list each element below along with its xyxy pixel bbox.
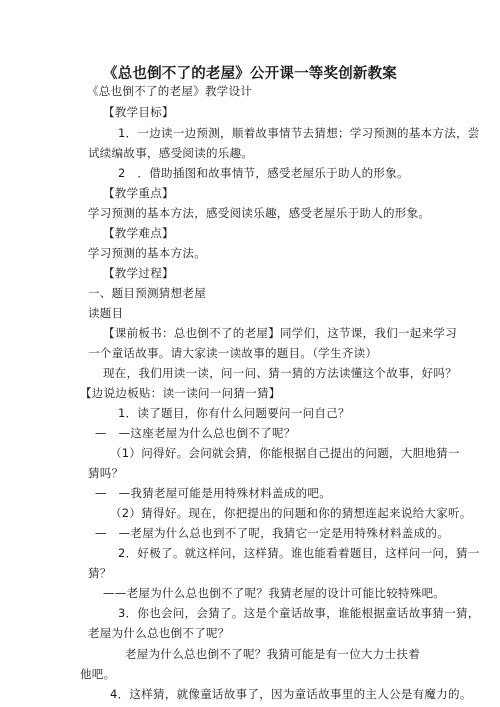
key-points-text: 学习预测的基本方法，感受阅读乐趣，感受老屋乐于助人的形象。 — [88, 206, 431, 220]
paragraph-line: 猜吗？ — [88, 466, 124, 480]
paragraph-line: 他吧。 — [80, 667, 116, 681]
process-part-1-heading: 一、题目预测猜想老屋 — [88, 286, 206, 300]
objective-1-line-1: 1．一边读一边预测，顺着故事情节去猜想；学习预测的基本方法，尝 — [118, 126, 480, 140]
document-title: 《总也倒不了的老屋》公开课一等奖创新教案 — [103, 66, 397, 82]
objective-2: 2 ．借助插图和故事情节，感受老屋乐于助人的形象。 — [118, 166, 409, 180]
board-note-line: 【边说边板贴：读一读问一问猜一猜】 — [80, 386, 281, 400]
paragraph-line: 一个童话故事。请大家读一读故事的题目。（学生齐读） — [88, 346, 378, 360]
paragraph-line: （2）猜得好。现在，你把提出的问题和你的猜想连起来说给大家听。 — [110, 506, 472, 520]
subtitle-line: 《总也倒不了的老屋》教学设计 — [87, 84, 253, 98]
read-title-label: 读题目 — [88, 306, 124, 320]
paragraph-line: 老屋为什么总也倒不了呢？ — [88, 626, 230, 640]
answer-line: ——老屋为什么总也倒不了呢？我猜老屋的设计可能比较特殊吧。 — [103, 586, 446, 600]
question-2: 2．好极了。就这样问，这样猜。谁也能看着题目，这样问一问，猜一 — [118, 546, 480, 560]
section-heading-key-points: 【教学重点】 — [103, 186, 174, 200]
answer-line: 老屋为什么总也倒不了呢？我猜可能是有一位大力士扶着 — [125, 647, 420, 661]
answer-line: — —老屋为什么总也到不了呢，我猜它一定是用特殊材料盖成的。 — [95, 526, 449, 540]
section-heading-process: 【教学过程】 — [103, 266, 174, 280]
answer-line: — —我猜老屋可能是用特殊材料盖成的吧。 — [95, 486, 331, 500]
section-heading-difficulties: 【教学难点】 — [103, 226, 174, 240]
objective-1-line-2: 试续编故事，感受阅读的乐趣。 — [88, 146, 254, 160]
difficulties-text: 学习预测的基本方法。 — [88, 246, 206, 260]
paragraph-line: 【课前板书：总也倒不了的老屋】同学们，这节课，我们一起来学习 — [103, 326, 457, 340]
section-heading-objectives: 【教学目标】 — [103, 105, 174, 119]
question-4: 4．这样猜，就像童话故事了，因为童话故事里的主人公是有魔力的。 — [110, 687, 472, 701]
question-1: 1．读了题目，你有什么问题要问一问自己？ — [118, 406, 350, 420]
paragraph-line: （1）问得好。会问就会猜，你能根据自己提出的问题，大胆地猜一 — [110, 446, 460, 460]
paragraph-line: 现在，我们用读一读，问一问、猜一猜的方法读懂这个故事，好吗？ — [103, 366, 457, 380]
answer-line: — —这座老屋为什么总也倒不了呢？ — [95, 426, 296, 440]
paragraph-line: 猜？ — [88, 566, 112, 580]
question-3: 3．你也会问，会猜了。这是个童话故事，谁能根据童话故事猜一猜， — [118, 606, 480, 620]
